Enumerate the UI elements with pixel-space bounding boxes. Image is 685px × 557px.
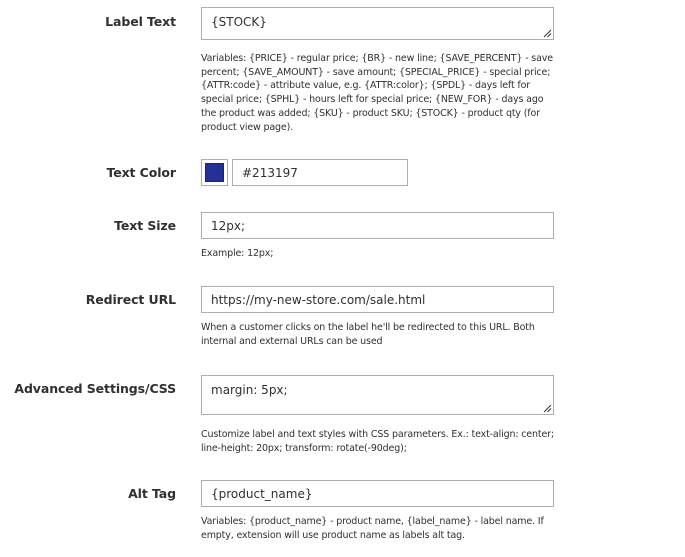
redirect-url-label: Redirect URL — [85, 292, 176, 307]
color-swatch — [205, 163, 224, 182]
label-text-note: Variables: {PRICE} - regular price; {BR} - new line; {SAVE_PERCENT} - save percent; {SAVE_AMOUNT} - save amount; {SPECIAL_PRICE} - special price; {ATTR:code} - attribute value, e.g. {ATTR:color}; {SPDL} - days left for special price; {SPHL} - hours left for special price; {NEW_FOR} - days ago the product was added; {SKU} - product SKU; {STOCK} - product qty (for product view page). — [201, 53, 553, 133]
alt-tag-input[interactable] — [201, 480, 554, 507]
advanced-css-control — [201, 375, 554, 415]
text-size-input[interactable] — [201, 212, 554, 239]
label-text-label: Label Text — [105, 14, 176, 29]
alt-tag-label: Alt Tag — [128, 486, 176, 501]
text-color-input[interactable] — [232, 159, 408, 186]
label-text-control — [201, 7, 554, 40]
label-text-textarea[interactable] — [201, 7, 554, 40]
advanced-css-textarea[interactable] — [201, 375, 554, 415]
redirect-url-input[interactable] — [201, 286, 554, 313]
text-size-note: Example: 12px; — [201, 248, 274, 259]
field-text-color — [0, 159, 685, 186]
color-picker-button[interactable] — [201, 159, 228, 186]
advanced-css-label: Advanced Settings/CSS — [14, 381, 176, 396]
text-size-label: Text Size — [114, 218, 176, 233]
text-color-label: Text Color — [106, 165, 176, 180]
advanced-css-note: Customize label and text styles with CSS parameters. Ex.: text-align: center; line-height: 20px; transform: rotate(-90deg); — [201, 429, 554, 454]
redirect-url-note: When a customer clicks on the label he'll be redirected to this URL. Both internal and external URLs can be used — [201, 322, 535, 347]
alt-tag-note: Variables: {product_name} - product name, {label_name} - label name. If empty, extension will use product name as labels alt tag. — [201, 516, 544, 541]
